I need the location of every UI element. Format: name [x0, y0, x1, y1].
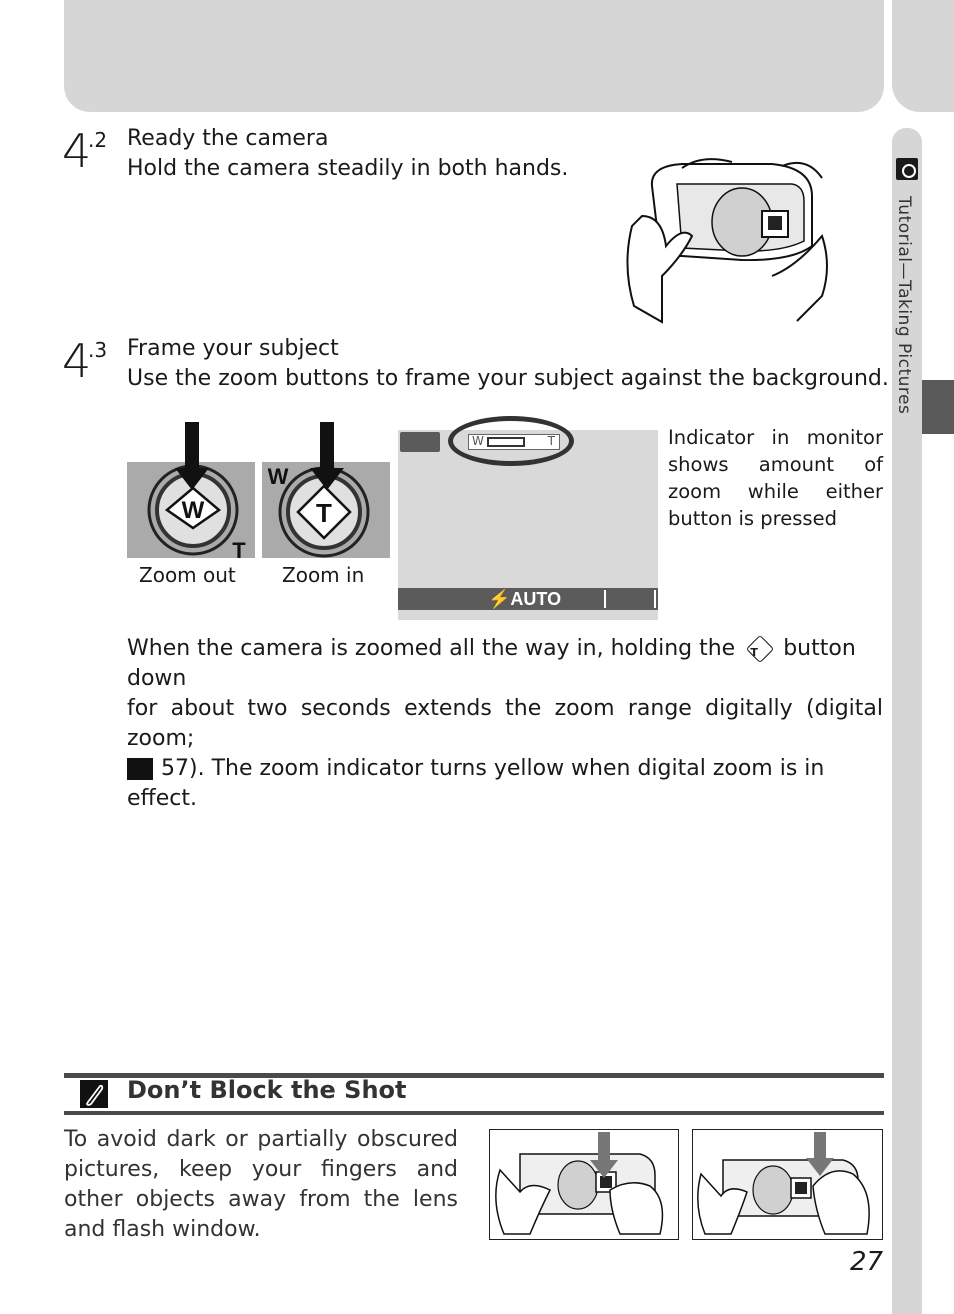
t-button-icon: T: [746, 635, 774, 663]
frame-count-bracket: [604, 590, 656, 608]
t-label: T: [232, 538, 246, 560]
page-reference-icon: [127, 758, 153, 780]
zoom-t-label: T: [547, 434, 555, 448]
zoom-in-caption: Zoom in: [282, 563, 365, 587]
step-subnumber: .3: [88, 338, 108, 362]
step-title: Ready the camera: [127, 126, 329, 151]
digital-zoom-line-3: 57). The zoom indicator turns yellow when digital zoom is in effect.: [127, 756, 825, 811]
step-subnumber: .2: [88, 128, 108, 152]
zoom-level-bar: [487, 437, 525, 447]
flash-auto-indicator: [488, 588, 561, 610]
w-label: W: [181, 497, 205, 524]
camera-icon: [896, 158, 918, 180]
pencil-note-icon: [80, 1080, 108, 1108]
blocked-flash-illustration: [692, 1129, 883, 1240]
zoom-in-button-illustration: [262, 420, 390, 560]
blocked-lens-illustration: [489, 1129, 679, 1240]
tip-title: Don’t Block the Shot: [127, 1076, 407, 1104]
section-label: Tutorial—Taking Pictures: [894, 196, 914, 415]
monitor-display: [398, 430, 658, 620]
t-label: T: [316, 498, 332, 528]
flash-mode-label: AUTO: [510, 589, 562, 609]
page-number: 27: [850, 1247, 884, 1277]
step-text: Use the zoom buttons to frame your subject against the background.: [127, 366, 889, 391]
zoom-indicator: [468, 434, 560, 450]
step-title: Frame your subject: [127, 336, 339, 361]
digital-zoom-paragraph: [127, 634, 883, 814]
step-text: Hold the camera steadily in both hands.: [127, 156, 569, 181]
header-band: [64, 0, 884, 112]
zoom-out-button-illustration: [127, 420, 255, 560]
auto-mode-icon: [400, 432, 440, 452]
step-number: 4: [62, 124, 92, 178]
digital-zoom-line-2: for about two seconds extends the zoom range digitally (digital zoom;: [127, 696, 883, 751]
tip-rule-bottom: [64, 1111, 884, 1115]
section-tab-marker: [922, 380, 954, 434]
indicator-note: Indicator in monitor shows amount of zoom while either button is pressed: [668, 426, 883, 530]
side-tab-top: [892, 0, 954, 112]
digital-zoom-line-1: When the camera is zoomed all the way in, holding the T button down: [127, 636, 856, 691]
zoom-out-caption: Zoom out: [139, 563, 236, 587]
hands-holding-camera-illustration: [622, 156, 832, 324]
flash-icon: ⚡: [488, 589, 511, 609]
step-number: 4: [62, 334, 92, 388]
w-label: W: [267, 464, 289, 489]
tip-body: To avoid dark or partially obscured pictures, keep your fingers and other objects away from the lens and flash window.: [64, 1127, 458, 1242]
zoom-w-label: W: [472, 434, 484, 448]
